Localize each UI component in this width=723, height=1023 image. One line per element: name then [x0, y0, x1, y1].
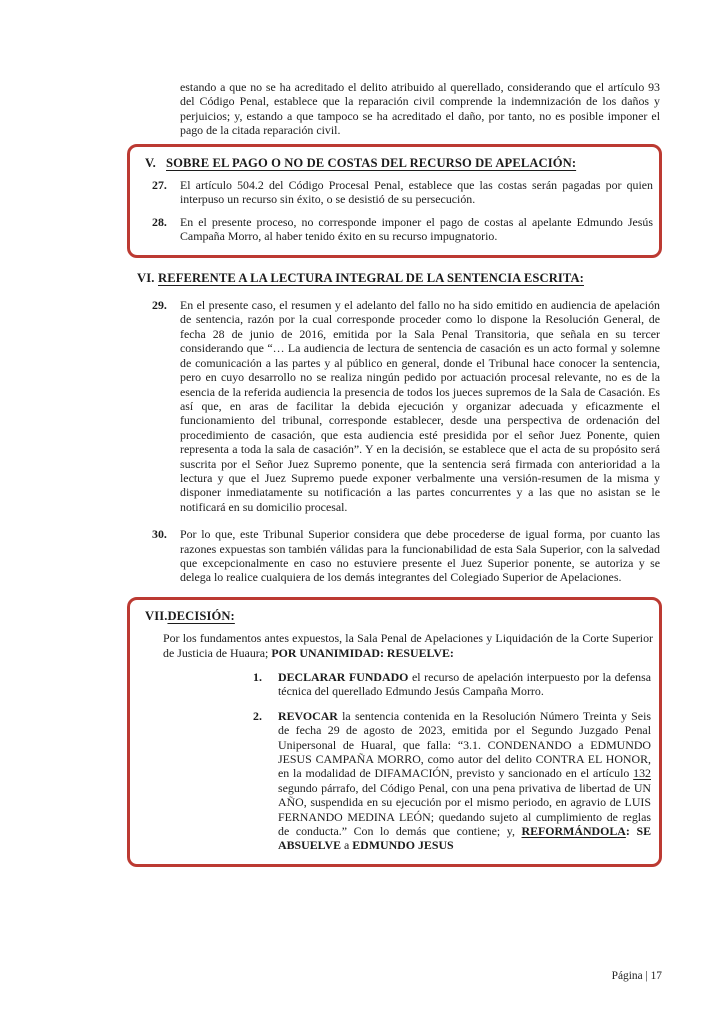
- resolution-2-text-a: la sentencia contenida en la Resolución Número Treinta y Seis de fecha 29 de agosto de 2023, emitida por el Segundo Juzgado Penal Unipersonal de Huaral, que falla: “3.1. CONDENANDO a EDMUNDO JESUS CAMPAÑA MORRO, como autor del delito CONTRA EL HONOR, en la modalidad de DIFAMACIÓN, previsto y sancionado en el artículo: [278, 708, 651, 781]
- section-vi-title: REFERENTE A LA LECTURA INTEGRAL DE LA SENTENCIA ESCRITA:: [158, 270, 584, 285]
- section-vii-title: DECISIÓN:: [167, 608, 235, 623]
- section-vii-heading: [138, 609, 655, 623]
- resolution-2-connector: a: [341, 838, 353, 853]
- item-28-text: En el presente proceso, no corresponde imponer el pago de costas al apelante Edmundo Jesús Campaña Morro, al haber tenido éxito en su recurso impugnatorio.: [180, 214, 653, 244]
- resolution-2-number: 2.: [253, 708, 262, 723]
- numbered-item-28: [138, 215, 655, 244]
- item-30-number: 30.: [152, 527, 167, 542]
- costs-section-highlight-box: [127, 144, 662, 258]
- section-v-title: SOBRE EL PAGO O NO DE COSTAS DEL RECURSO DE APELACIÓN:: [166, 155, 577, 170]
- resolution-2-absolve-label: SE ABSUELVE: [278, 824, 651, 853]
- decision-preamble-text: Por los fundamentos antes expuestos, la Sala Penal de Apelaciones y Liquidación de la Corte Superior de Justicia de Huaura;: [163, 631, 653, 660]
- section-vii-number: VII.: [145, 608, 168, 623]
- item-29-number: 29.: [152, 298, 167, 313]
- resolution-2-text-b: segundo párrafo, del Código Penal, con una pena privativa de libertad de UN AÑO, suspendida en su ejecución por el mismo periodo, en agravio de LUIS FERNANDO MEDINA LEÓN; quedando sujeto al cumplimiento de reglas de conducta.” Con lo demás que contiene; y,: [278, 780, 651, 839]
- resolution-1-text: el recurso de apelación interpuesto por la defensa técnica del querellado Edmundo Jesús Campaña Morro.: [278, 670, 651, 699]
- resolution-2-article-ref: 132: [633, 766, 651, 781]
- item-28-number: 28.: [152, 214, 167, 229]
- footer-page-number: Página | 17: [611, 970, 662, 982]
- numbered-item-29: [127, 298, 662, 514]
- item-27-number: 27.: [152, 178, 167, 193]
- numbered-item-30: [127, 527, 662, 585]
- section-v-number: V.: [145, 155, 156, 170]
- numbered-item-27: [138, 178, 655, 207]
- item-27-text: El artículo 504.2 del Código Procesal Penal, establece que las costas serán pagadas por quien interpuso un recurso sin éxito, o se desistió de su persecución.: [180, 178, 653, 207]
- resolution-1-lead: DECLARAR FUNDADO: [278, 670, 409, 684]
- intro-paragraph: estando a que no se ha acreditado el delito atribuido al querellado, considerando que el artículo 93 del Código Penal, establece que la reparación civil comprende la indemnización de los daños y perjuicios; y, estando a que tampoco se ha acreditado el daño, por tanto, no es posible imponer el pago de la citada reparación civil.: [180, 80, 660, 138]
- decision-section-highlight-box: [127, 597, 662, 867]
- resolution-2-defendant: EDMUNDO JESUS: [352, 838, 454, 853]
- resolution-item-2: [138, 709, 655, 853]
- decision-preamble-resolve: POR UNANIMIDAD: RESUELVE:: [271, 645, 454, 660]
- resolution-item-1: [138, 670, 655, 699]
- item-29-text: En el presente caso, el resumen y el adelanto del fallo no ha sido emitido en audiencia de apelación de sentencia, razón por la cual corresponde proceder como lo dispone la Resolución General, de fecha 28 de junio de 2016, emitida por la Sala Penal Transitoria, que señala en su tercer considerando que “… La audiencia de lectura de sentencia de casación es un acto formal y solemne de comunicación a las partes y al público en general, donde el Tribunal hace conocer la sentencia, pero en cuyo desarrollo no se realiza ningún pedido por actuación procesal relevante, no es de la esencia de la referida audiencia la presencia de todos los jueces supremos de la Sala de Casación. Es así que, en aras de facilitar la debida ejecución y organizar adecuada y eficazmente el funcionamiento del tribunal, corresponde establecer, desde una perspectiva de ordenación del procedimiento de casación, que esta audiencia esté presidida por el señor Juez Ponente, quien representa a toda la sala de casación”. Y en la decisión, se establece que el acta de su propósito será suscrita por el Señor Juez Supremo ponente, que la sentencia será firmada con anterioridad a la lectura y que el Juez Supremo puede exponer verbalmente una versión-resumen de la misma y disponer inmediatamente su notificación a las partes concurrentes y a las que no asistan se le notificará en su domicilio procesal.: [180, 298, 660, 514]
- document-content: [127, 80, 662, 880]
- resolution-2-reform-label: REFORMÁNDOLA: [521, 824, 626, 839]
- resolution-2-colon: :: [625, 824, 637, 839]
- section-vi-number: VI.: [137, 270, 155, 285]
- section-vi-heading: [127, 271, 662, 285]
- section-v-heading: [138, 156, 655, 170]
- resolution-2-lead: REVOCAR: [278, 708, 338, 723]
- decision-preamble: [138, 631, 655, 660]
- resolution-1-number: 1.: [253, 670, 262, 684]
- item-30-text: Por lo que, este Tribunal Superior considera que debe procederse de igual forma, por cuanto las razones expuestas son también válidas para la funcionabilidad de esta Sala Superior, con la salvedad que excepcionalmente en caso no estuviere presente el Juez Superior ponente, se autoriza y se delega lo realice cualquiera de los demás integrantes del Colegiado Superior de Apelaciones.: [180, 527, 660, 585]
